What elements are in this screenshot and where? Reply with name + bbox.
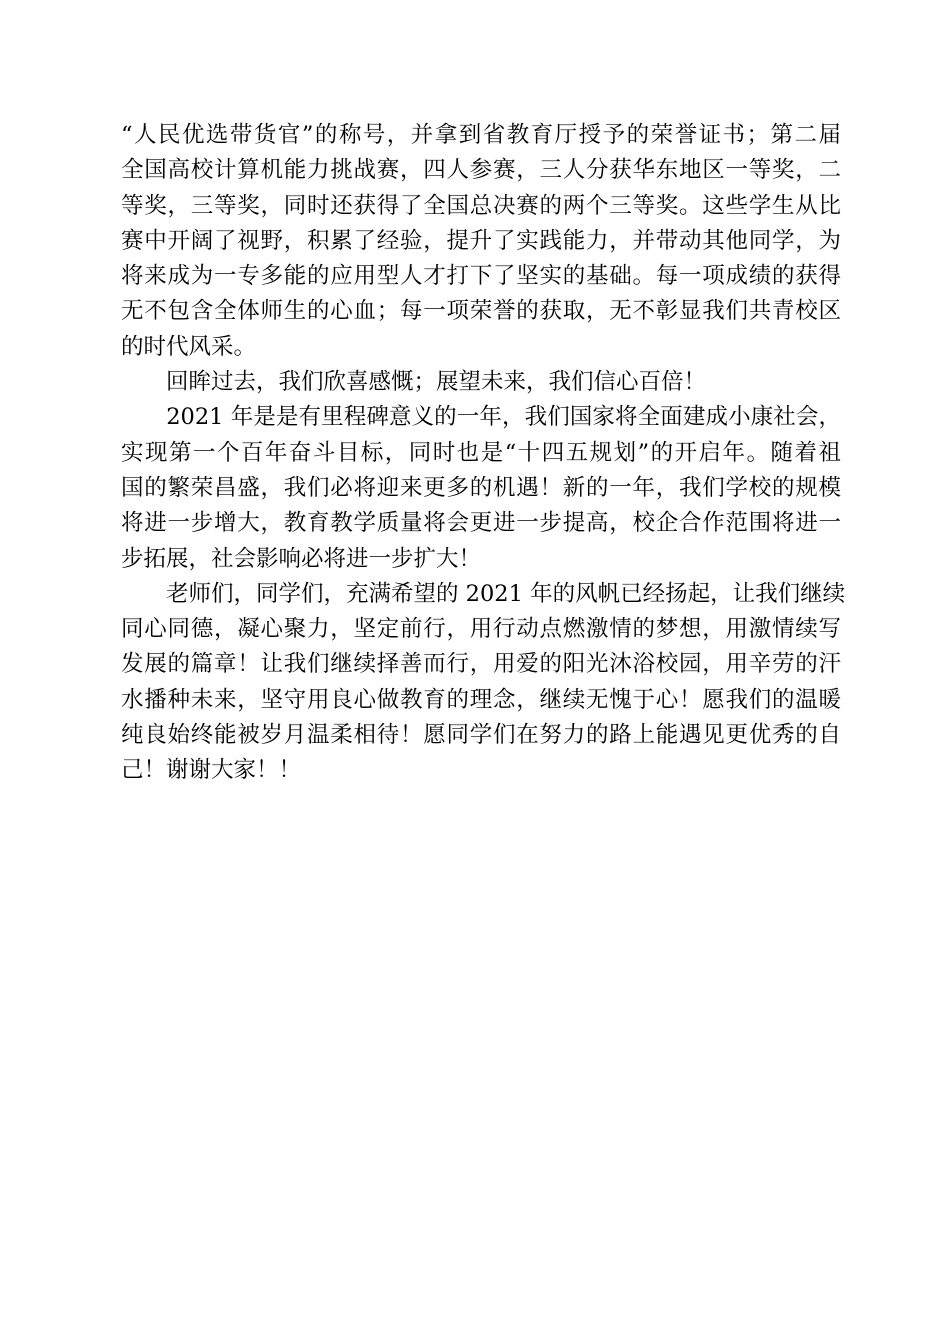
text-line: 等奖，三等奖，同时还获得了全国总决赛的两个三等奖。这些学生从比 [121,192,841,219]
text-line: 回眸过去，我们欣喜感慨；展望未来，我们信心百倍！ [121,369,707,396]
text-line: 赛中开阔了视野，积累了经验，提升了实践能力，并带动其他同学，为 [121,227,841,254]
text-line: 同心同德，凝心聚力，坚定前行，用行动点燃激情的梦想，用激情续写 [121,616,841,643]
text-line: 国的繁荣昌盛，我们必将迎来更多的机遇！新的一年，我们学校的规模 [121,474,841,501]
text-line: 纯良始终能被岁月温柔相待！愿同学们在努力的路上能遇见更优秀的自 [121,722,841,749]
text-line: 步拓展，社会影响必将进一步扩大！ [121,545,482,572]
text-line: 己！谢谢大家！！ [121,757,302,784]
text-line: 水播种未来，坚守用良心做教育的理念，继续无愧于心！愿我们的温暖 [121,686,841,713]
document-body [121,118,846,789]
text-line: 的时代风采。 [121,333,257,360]
paragraph-achievements [121,118,841,365]
text-line: 全国高校计算机能力挑战赛，四人参赛，三人分获华东地区一等奖，二 [121,157,841,184]
text-line: 无不包含全体师生的心血；每一项荣誉的获取，无不彰显我们共青校区 [121,298,841,325]
text-line: 将来成为一专多能的应用型人才打下了坚实的基础。每一项成绩的获得 [121,263,841,290]
text-line: 2021 年是是有里程碑意义的一年，我们国家将全面建成小康社会， [121,404,841,431]
paragraph-look-back [121,365,841,400]
paragraph-closing [121,577,846,789]
paragraph-2021-outlook [121,400,841,576]
text-line: 将进一步增大，教育教学质量将会更进一步提高，校企合作范围将进一 [121,510,841,537]
text-line: 发展的篇章！让我们继续择善而行，用爱的阳光沐浴校园，用辛劳的汗 [121,651,841,678]
text-line: 实现第一个百年奋斗目标，同时也是“十四五规划”的开启年。随着祖 [121,439,841,466]
text-line: “人民优选带货官”的称号，并拿到省教育厅授予的荣誉证书；第二届 [121,122,841,148]
text-line: 老师们，同学们，充满希望的 2021 年的风帆已经扬起，让我们继续 [121,580,846,607]
